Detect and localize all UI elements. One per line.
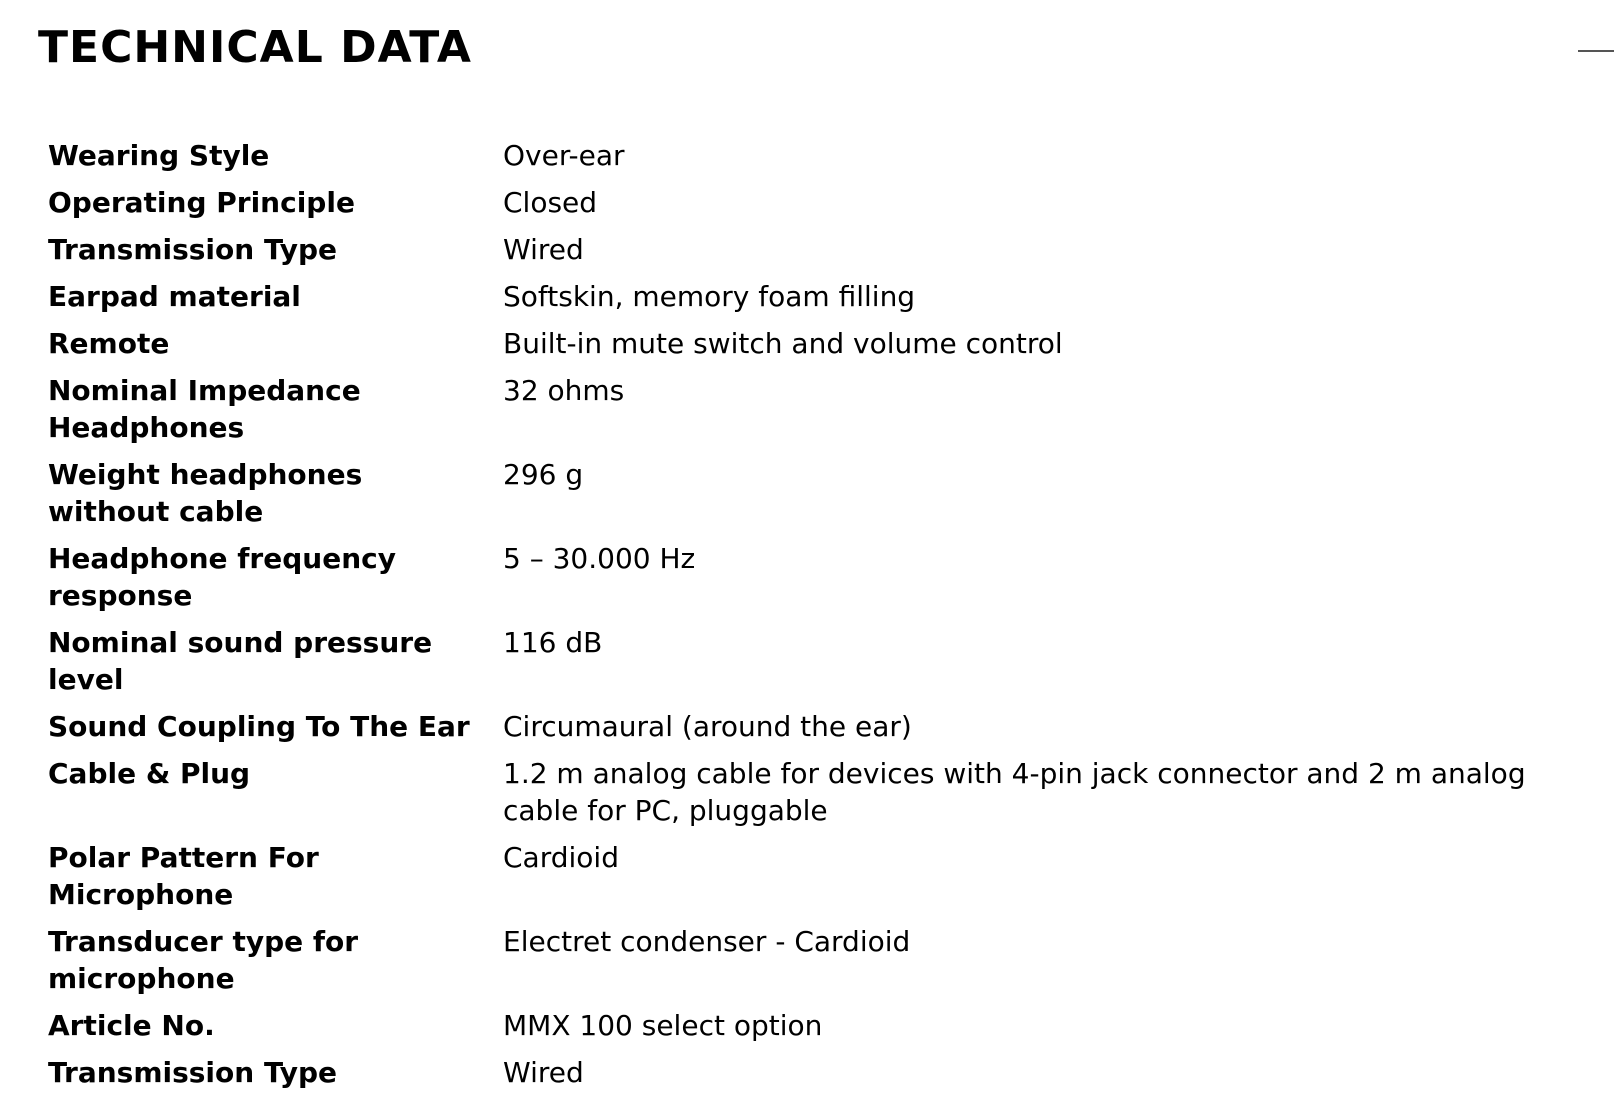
spec-row (48, 1007, 1588, 1054)
spec-value: 5 – 30.000 Hz (503, 542, 696, 575)
spec-value: 296 g (503, 458, 584, 491)
spec-label: Nominal sound pressure level (48, 626, 433, 696)
spec-value: Closed (503, 186, 598, 219)
spec-value: Electret condenser - Cardioid (503, 925, 911, 958)
spec-value: Softskin, memory foam filling (503, 280, 916, 313)
spec-row (48, 540, 1588, 624)
spec-table (48, 137, 1588, 1101)
spec-row (48, 456, 1588, 540)
spec-label: Operating Principle (48, 186, 355, 219)
spec-row (48, 278, 1588, 325)
spec-row (48, 624, 1588, 708)
spec-label: Headphone frequency response (48, 542, 396, 612)
spec-row (48, 184, 1588, 231)
spec-row (48, 923, 1588, 1007)
spec-value: 32 ohms (503, 374, 625, 407)
spec-row (48, 755, 1588, 839)
spec-label: Transmission Type (48, 233, 338, 266)
spec-label: Sound Coupling To The Ear (48, 710, 470, 743)
spec-value: Cardioid (503, 841, 619, 874)
minus-icon (1578, 50, 1614, 52)
section-title: TECHNICAL DATA (38, 22, 472, 73)
spec-label: Nominal Impedance Headphones (48, 374, 361, 444)
spec-label: Earpad material (48, 280, 301, 313)
spec-label: Polar Pattern For Microphone (48, 841, 319, 911)
spec-value: Circumaural (around the ear) (503, 710, 912, 743)
spec-value: MMX 100 select option (503, 1009, 823, 1042)
spec-label: Article No. (48, 1009, 215, 1042)
spec-label: Transducer type for microphone (48, 925, 359, 995)
spec-value: Built-in mute switch and volume control (503, 327, 1063, 360)
spec-row (48, 1054, 1588, 1101)
spec-value: Wired (503, 1056, 584, 1089)
spec-row (48, 708, 1588, 755)
spec-label: Transmission Type (48, 1056, 338, 1089)
collapse-toggle-button[interactable] (1570, 36, 1622, 66)
spec-row (48, 372, 1588, 456)
spec-label: Cable & Plug (48, 757, 251, 790)
spec-row (48, 839, 1588, 923)
spec-label: Weight headphones without cable (48, 458, 363, 528)
spec-row (48, 231, 1588, 278)
spec-value: 1.2 m analog cable for devices with 4-pin jack connector and 2 m analog cable for PC, pluggable (503, 757, 1526, 827)
spec-label: Wearing Style (48, 139, 270, 172)
technical-data-header (0, 0, 1622, 100)
spec-row (48, 137, 1588, 184)
spec-row (48, 325, 1588, 372)
spec-label: Remote (48, 327, 170, 360)
spec-value: 116 dB (503, 626, 603, 659)
spec-value: Over-ear (503, 139, 625, 172)
spec-value: Wired (503, 233, 584, 266)
